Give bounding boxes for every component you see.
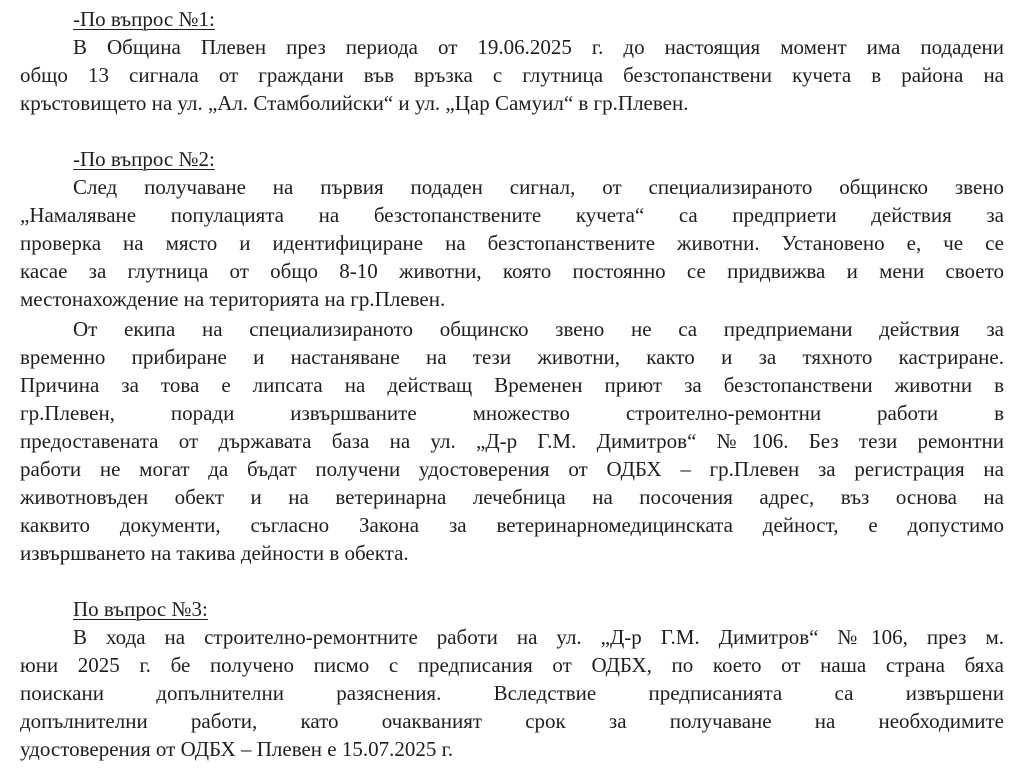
paragraph-line: удостоверения от ОДБХ – Плевен е 15.07.2025 г. xyxy=(20,737,454,761)
paragraph-line: „Намаляване популацията на безстопанствените кучета“ са предприети действия за xyxy=(20,203,1004,227)
paragraph-line: Причина за това е липсата на действащ Временен приют за безстопанствени животни в xyxy=(20,373,1004,397)
paragraph-line: местонахождение на територията на гр.Плевен. xyxy=(20,287,446,311)
section1-heading: -По въпрос №1: xyxy=(73,7,215,31)
paragraph-line: След получаване на първия подаден сигнал, от специализираното общинско звено xyxy=(73,175,1004,199)
paragraph-line: временно прибиране и настаняване на тези животни, както и за тяхното кастриране. xyxy=(20,345,1004,369)
paragraph-line: допълнителни работи, като очакваният срок за получаване на необходимите xyxy=(20,709,1004,733)
paragraph-line: кръстовището на ул. „Ал. Стамболийски“ и ул. „Цар Самуил“ в гр.Плевен. xyxy=(20,91,689,115)
paragraph-line: гр.Плевен, поради извършваните множество строително-ремонтни работи в xyxy=(20,401,1004,425)
paragraph-line: предоставената от държавата база на ул. „Д-р Г.М. Димитров“ №106. Без тези ремонтни xyxy=(20,429,1004,453)
paragraph-line: юни 2025 г. бе получено писмо с предписания от ОДБХ, по което от наша страна бяха xyxy=(20,653,1004,677)
section2-heading: -По въпрос №2: xyxy=(73,147,215,171)
paragraph-line: касае за глутница от общо 8-10 животни, която постоянно се придвижва и мени своето xyxy=(20,259,1004,283)
paragraph-line: В хода на строително-ремонтните работи на ул. „Д-р Г.М. Димитров“ №106, през м. xyxy=(73,625,1004,649)
paragraph-line: поискани допълнителни разяснения. Вследствие предписанията са извършени xyxy=(20,681,1004,705)
paragraph-line: От екипа на специализираното общинско звено не са предприемани действия за xyxy=(73,317,1004,341)
paragraph-line: общо 13 сигнала от граждани във връзка с глутница безстопанствени кучета в района на xyxy=(20,63,1004,87)
paragraph-line: извършването на такива дейности в обекта. xyxy=(20,541,409,565)
paragraph-line: каквито документи, съгласно Закона за ветеринарномедицинската дейност, е допустимо xyxy=(20,513,1004,537)
paragraph-line: проверка на място и идентифициране на безстопанствените животни. Установено е, че се xyxy=(20,231,1004,255)
paragraph-line: В Община Плевен през периода от 19.06.2025 г. до настоящия момент има подадени xyxy=(73,35,1004,59)
paragraph-line: животновъден обект и на ветеринарна лечебница на посочения адрес, въз основа на xyxy=(20,485,1004,509)
section3-heading: По въпрос №3: xyxy=(73,597,208,621)
paragraph-line: работи не могат да бъдат получени удостоверения от ОДБХ – гр.Плевен за регистрация на xyxy=(20,457,1004,481)
